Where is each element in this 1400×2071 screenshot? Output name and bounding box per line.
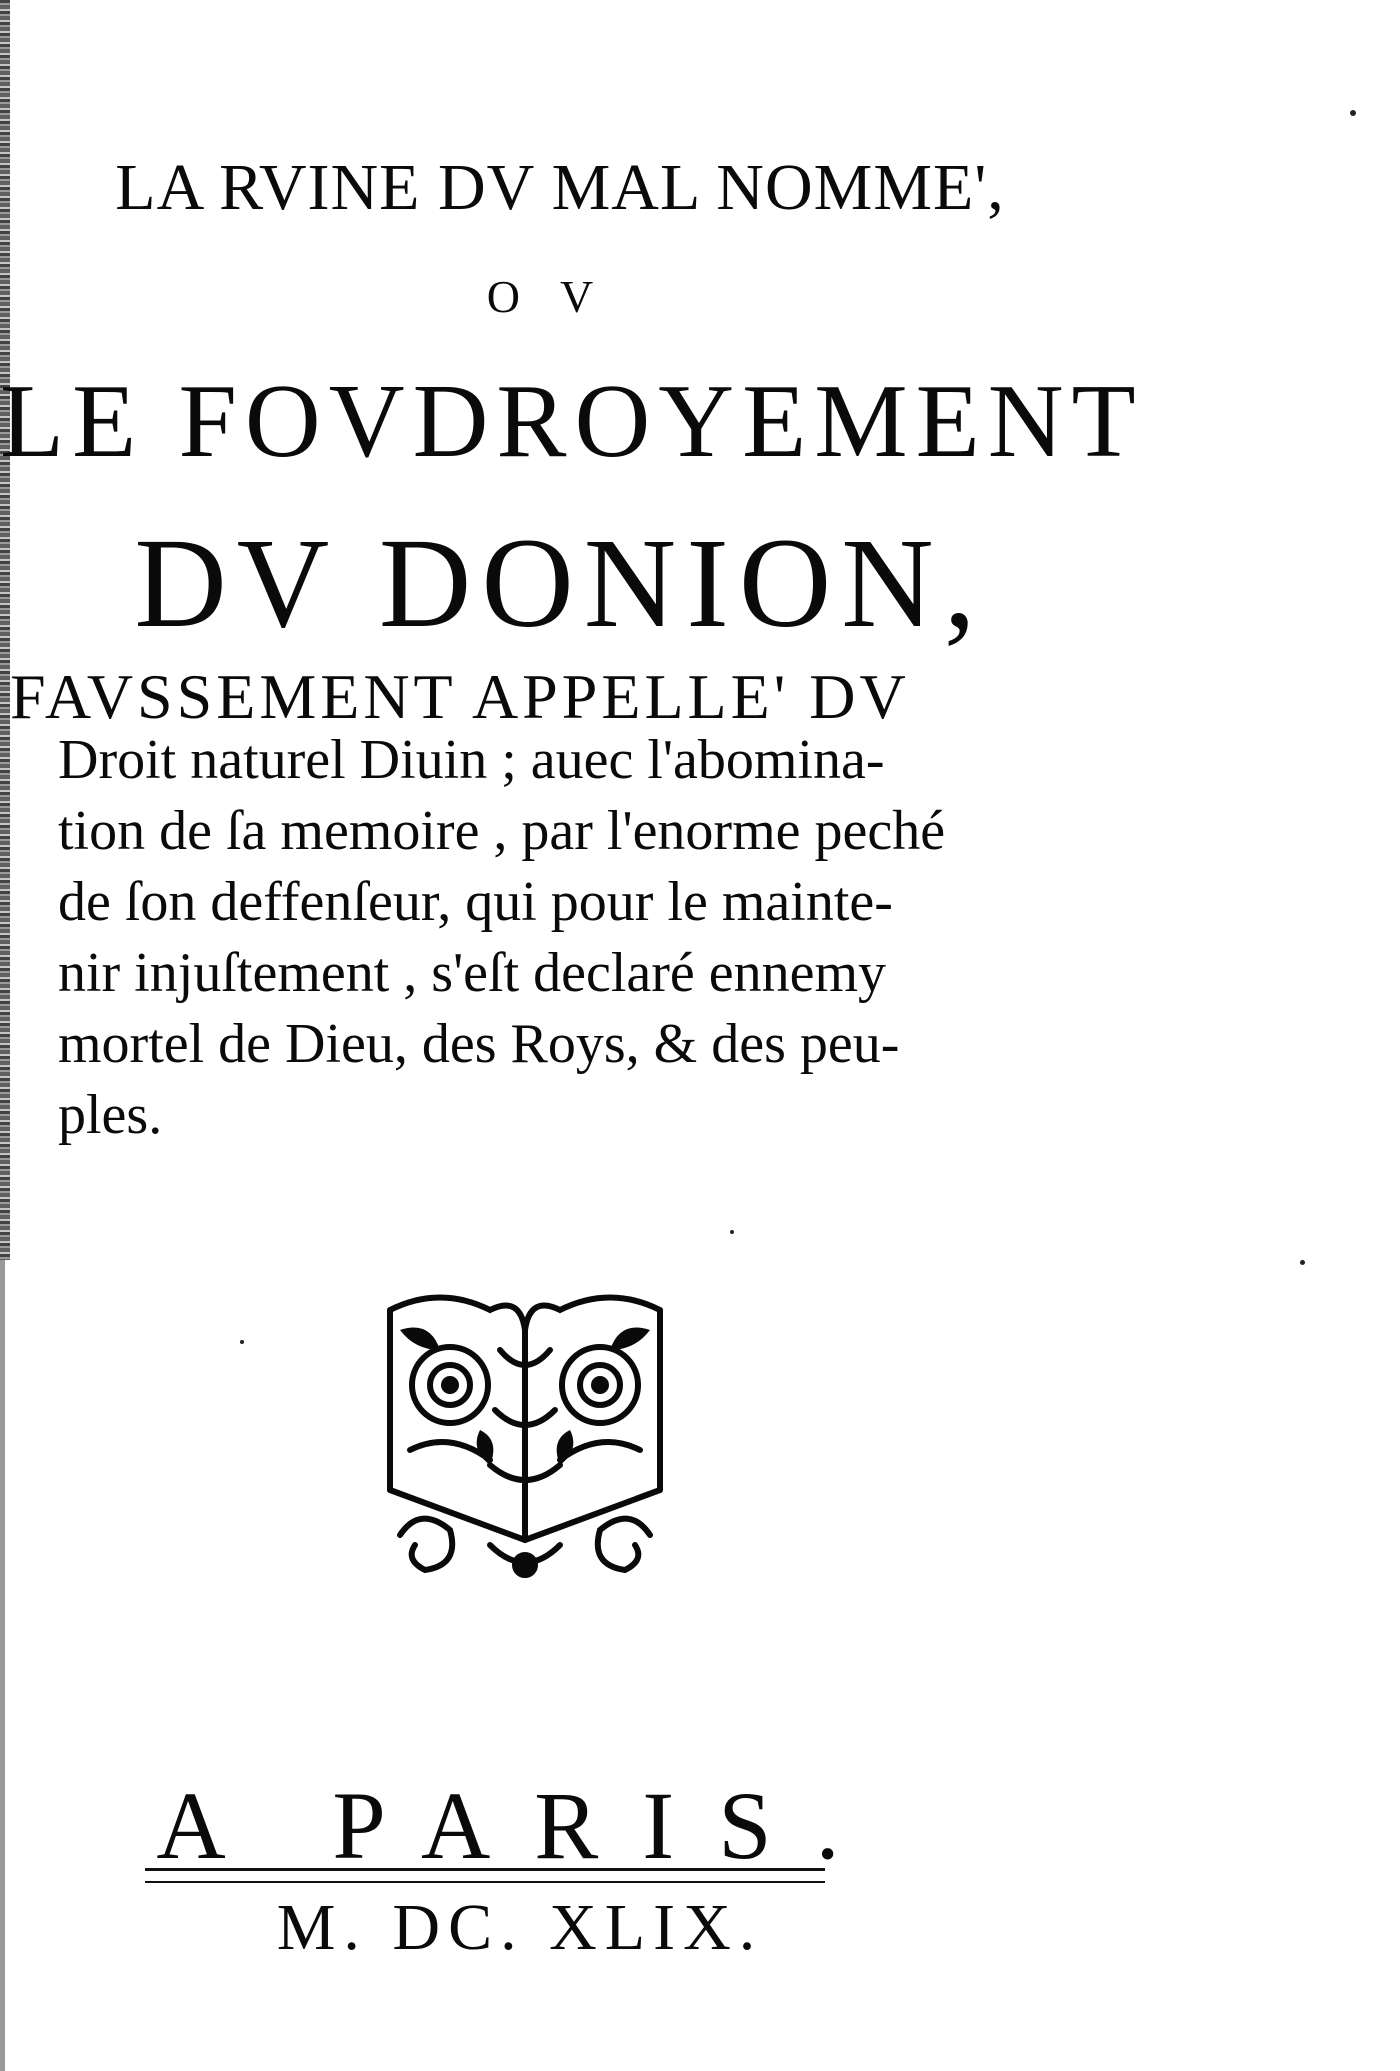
title-line-5: FAVSSEMENT APPELLE' DV (10, 661, 910, 732)
title-line-1: LA RVINE DV MAL NOMME', (115, 151, 1005, 224)
imprint-rule (145, 1868, 825, 1883)
subtitle-line: tion de ſa memoire , par l'enorme peché (58, 800, 946, 862)
ink-speck (730, 1230, 734, 1234)
subtitle-line: nir injuſtement , s'eſt declaré ennemy (58, 942, 887, 1004)
subtitle-line: Droit naturel Diuin ; auec l'abomina- (58, 729, 885, 791)
ink-speck (1300, 1260, 1305, 1265)
ink-speck (1350, 110, 1356, 116)
title-line-4: DV DONION, (134, 512, 986, 654)
ink-speck (240, 1340, 244, 1344)
imprint-place: A PARIS. (156, 1772, 884, 1879)
title-line-3: LE FOVDROYEMENT (0, 362, 1144, 479)
imprint-year: M. DC. XLIX. (276, 1891, 764, 1964)
subtitle-line: de ſon deffenſeur, qui pour le mainte- (58, 871, 893, 933)
fleuron-ornament-icon (380, 1290, 670, 1590)
subtitle-line: mortel de Dieu, des Roys, & des peu- (58, 1013, 900, 1075)
subtitle-line: ples. (58, 1084, 163, 1146)
subtitle-text (58, 725, 1118, 1151)
title-line-2: OV (486, 271, 634, 322)
